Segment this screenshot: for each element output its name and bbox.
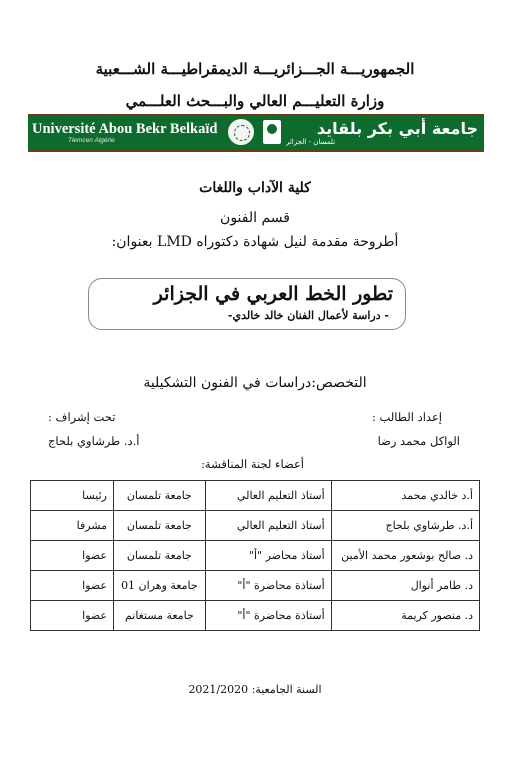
jury-member-role: عضوا — [31, 571, 114, 601]
jury-member-university: جامعة وهران 01 — [113, 571, 205, 601]
table-row — [31, 541, 480, 571]
thesis-statement: أطروحة مقدمة لنيل شهادة دكتوراه LMD بعنوان: — [111, 234, 399, 250]
jury-member-university: جامعة مستغانم — [113, 601, 205, 631]
jury-member-name: د. منصور كريمة — [331, 601, 479, 631]
table-row — [31, 481, 480, 511]
banner-arabic-location: تلمسان - الجزائر — [286, 138, 336, 146]
jury-member-university: جامعة تلمسان — [113, 541, 205, 571]
jury-member-role: مشرفا — [31, 511, 114, 541]
university-badge-icon — [262, 119, 282, 145]
table-row — [31, 601, 480, 631]
student-label: إعداد الطالب : — [371, 410, 442, 424]
jury-member-rank: أستاذة محاضرة "أ" — [205, 571, 331, 601]
thesis-title: تطور الخط العربي في الجزائر — [153, 283, 393, 305]
faculty-name: كلية الآداب واللغات — [199, 180, 311, 196]
jury-member-name: د. طامر أنوال — [331, 571, 479, 601]
jury-member-university: جامعة تلمسان — [113, 511, 205, 541]
student-name: الواكل محمد رضا — [377, 434, 460, 448]
jury-member-role: عضوا — [31, 541, 114, 571]
jury-member-rank: أستاذ التعليم العالي — [205, 511, 331, 541]
banner-arabic-name: جامعة أبي بكر بلقايد — [316, 119, 478, 138]
table-row — [31, 571, 480, 601]
banner-french-name: Université Abou Bekr Belkaïd — [32, 121, 218, 137]
table-row — [31, 511, 480, 541]
ministry-heading: وزارة التعليـــم العالي والبـــحث العلـــمي — [125, 92, 385, 110]
university-seal-icon — [226, 117, 256, 147]
jury-label: أعضاء لجنة المناقشة: — [201, 457, 304, 471]
department-name: قسم الفنون — [220, 210, 290, 226]
thesis-subtitle: - دراسة لأعمال الفنان خالد خالدي- — [227, 309, 389, 322]
jury-member-university: جامعة تلمسان — [113, 481, 205, 511]
specialty-line: التخصص:دراسات في الفنون التشكيلية — [143, 375, 367, 391]
jury-member-name: د. صالح بوشعور محمد الأمين — [331, 541, 479, 571]
academic-year: السنة الجامعية: 2021/2020 — [188, 683, 322, 696]
thesis-title-box — [88, 278, 406, 330]
jury-table — [30, 480, 480, 631]
jury-member-name: أ.د خالدي محمد — [331, 481, 479, 511]
university-banner — [28, 114, 484, 152]
jury-member-rank: أستاذة محاضرة "أ" — [205, 601, 331, 631]
republic-heading: الجمهوريـــة الجـــزائريـــة الديمقراطيـــة الشـــعبية — [95, 60, 415, 78]
jury-member-rank: أستاذ محاضر "أ" — [205, 541, 331, 571]
supervisor-name: أ.د. طرشاوي بلحاج — [48, 434, 140, 448]
jury-member-role: عضوا — [31, 601, 114, 631]
banner-french-location: Tlemcen Algérie — [68, 137, 115, 144]
supervisor-label: تحت إشراف : — [48, 410, 116, 424]
jury-member-name: أ.د. طرشاوي بلحاج — [331, 511, 479, 541]
jury-member-rank: أستاذ التعليم العالي — [205, 481, 331, 511]
jury-member-role: رئيسا — [31, 481, 114, 511]
